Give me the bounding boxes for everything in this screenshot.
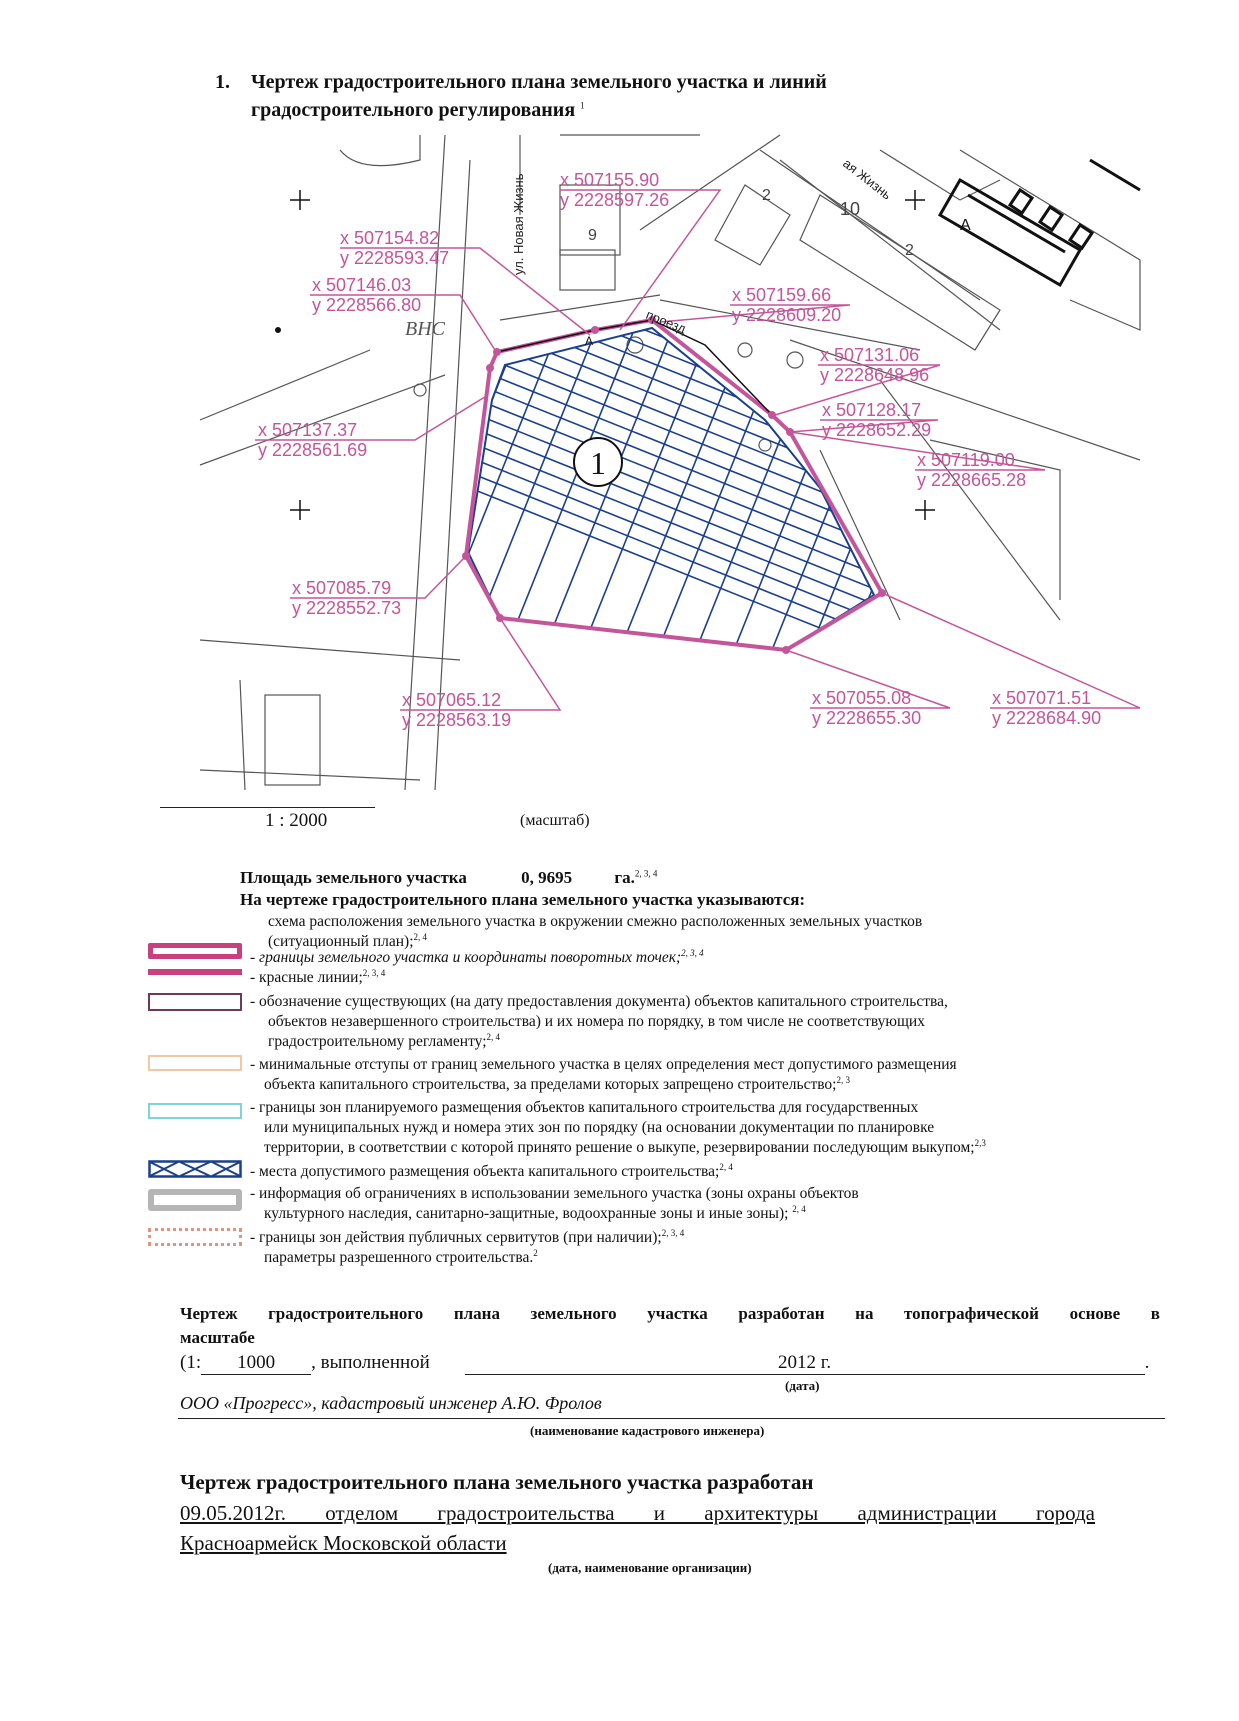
legend-item-existing-1: - обозначение существующих (на дату предоставления документа) объектов капитального строительства, — [250, 993, 948, 1010]
survey-date: 2012 г. — [465, 1352, 1145, 1375]
coord-x-5: x 507131.06 — [820, 345, 920, 365]
plot-number: 1 — [590, 445, 606, 481]
plot-area: Площадь земельного участка 0, 9695 га.$^{2, 3, 4}$ — [240, 868, 658, 887]
coord-x-9: x 507085.79 — [292, 578, 392, 598]
coord-y-11: y 2228655.30 — [812, 708, 922, 728]
scale-bar-line — [160, 807, 375, 808]
coord-y-9: y 2228552.73 — [292, 598, 402, 618]
coord-x-12: x 507071.51 — [992, 688, 1092, 708]
street-label: ул. Новая Жизнь — [511, 173, 526, 275]
engineer-underline — [178, 1418, 1165, 1419]
legend-item-setbacks-2: объекта капитального строительства, за пределами которых запрещено строительство;$^{2, 3}$ — [264, 1074, 850, 1093]
bns-label: ВНС — [405, 318, 445, 340]
scale-value: 1 : 2000 — [265, 810, 328, 831]
passage-label: проезд — [643, 306, 689, 337]
coord-y-2: y 2228593.47 — [340, 248, 450, 268]
legend-item-zones-3: территории, в соответствии с которой принято решение о выкупе, резервировании последующим выкупом;$^{2,3}$ — [264, 1137, 986, 1156]
legend-item-servitudes: - границы зон действия публичных сервитутов (при наличии);$^{2, 3, 4}$ — [250, 1227, 685, 1246]
legend-swatch-servitudes — [148, 1228, 242, 1246]
legend-swatch-restrictions — [148, 1189, 242, 1211]
developer-line-1: 09.05.2012г. отделом градостроительства и архитектуры администрации города — [180, 1501, 1095, 1525]
developer-line-2: Красноармейск Московской области — [180, 1531, 507, 1555]
allowed-placement-hatch — [0, 0, 1239, 800]
legend-item-zones-1: - границы зон планируемого размещения объектов капитального строительства для государственных — [250, 1099, 919, 1116]
coord-x-1: x 507155.90 — [560, 170, 660, 190]
legend-item-parameters: параметры разрешенного строительства.$^2$ — [264, 1247, 538, 1266]
legend-swatch-hatch — [148, 1160, 242, 1178]
developer-statement — [180, 1498, 1095, 1558]
legend-item-restrictions-2: культурного наследия, санитарно-защитные, водоохранные зоны и иные зоны); $^{2, 4}$ — [264, 1203, 806, 1222]
coord-y-12: y 2228684.90 — [992, 708, 1102, 728]
legend-swatch-boundary — [148, 943, 242, 959]
coord-x-2: x 507154.82 — [340, 228, 440, 248]
legend-item-hatch: - места допустимого размещения объекта капитального строительства;$^{2, 4}$ — [250, 1161, 733, 1180]
scale-caption: (масштаб) — [520, 812, 590, 829]
legend-item-boundary: - границы земельного участка и координаты поворотных точек;$^{2, 3, 4}$ — [250, 947, 704, 966]
legend-intro-line-2: (ситуационный план);$^{2, 4}$ — [268, 931, 428, 950]
topographic-scale-value: 1000 — [201, 1352, 311, 1375]
legend-item-red-lines: - красные линии;$^{2, 3, 4}$ — [250, 967, 386, 986]
building-number-2a: 2 — [762, 187, 771, 204]
legend-swatch-existing-objects — [148, 993, 242, 1011]
developer-title: Чертеж градостроительного плана земельного участка разработан — [180, 1470, 814, 1494]
legend-swatch-planned-zones — [148, 1103, 242, 1119]
legend-item-existing-3: градостроительному регламенту;$^{2, 4}$ — [268, 1031, 501, 1050]
legend-item-restrictions-1: - информация об ограничениях в использовании земельного участка (зоны охраны объектов — [250, 1185, 859, 1202]
coord-y-10: y 2228563.19 — [402, 710, 512, 730]
coord-y-7: y 2228561.69 — [258, 440, 368, 460]
coord-y-3: y 2228566.80 — [312, 295, 422, 315]
coord-y-4: y 2228609.20 — [732, 305, 842, 325]
coord-x-7: x 507137.37 — [258, 420, 358, 440]
legend-item-existing-2: объектов незавершенного строительства) и их номера по порядку, в том числе не соответствующих — [268, 1013, 925, 1030]
developer-caption: (дата, наименование организации) — [548, 1560, 752, 1575]
building-number-9: 9 — [588, 227, 597, 244]
coord-y-5: y 2228648.96 — [820, 365, 930, 385]
legend-intro-line-1: схема расположения земельного участка в окружении смежно расположенных земельных участков — [268, 913, 923, 930]
building-letter-a2: A — [585, 334, 594, 348]
coord-x-3: x 507146.03 — [312, 275, 412, 295]
building-number-2b: 2 — [905, 242, 914, 259]
legend-item-setbacks-1: - минимальные отступы от границ земельного участка в целях определения мест допустимого размещения — [250, 1056, 957, 1073]
legend-item-zones-2: или муниципальных нужд и номера этих зон по порядку (на основании документации по планировке — [264, 1119, 935, 1136]
street-label-2: ая Жизнь — [840, 155, 895, 203]
coord-x-10: x 507065.12 — [402, 690, 502, 710]
cadastral-engineer: ООО «Прогресс», кадастровый инженер А.Ю. Фролов — [180, 1393, 602, 1413]
coord-x-6: x 507128.17 — [822, 400, 922, 420]
title-line-1: Чертеж градостроительного плана земельного участка и линий — [251, 71, 827, 93]
topographic-basis-statement — [180, 1302, 1160, 1350]
coord-y-8: y 2228665.28 — [917, 470, 1027, 490]
coord-x-11: x 507055.08 — [812, 688, 912, 708]
section-number: 1. — [215, 71, 230, 93]
coord-x-4: x 507159.66 — [732, 285, 832, 305]
coord-y-1: y 2228597.26 — [560, 190, 670, 210]
legend-heading: На чертеже градостроительного плана земельного участка указываются: — [240, 890, 806, 909]
basis-line-1: Чертеж градостроительного плана земельного участка разработан на топографической основе в — [180, 1304, 1160, 1323]
coord-x-8: x 507119.00 — [917, 450, 1015, 470]
topographic-scale-row: (1: 1000 , выполненной 2012 г. . — [180, 1352, 1150, 1373]
legend-swatch-setbacks — [148, 1055, 242, 1071]
site-plan-map — [0, 0, 1239, 800]
date-caption: (дата) — [785, 1378, 820, 1393]
coord-y-6: y 2228652.29 — [822, 420, 932, 440]
title-line-2: градостроительного регулирования $^1$ — [251, 99, 585, 121]
engineer-caption: (наименование кадастрового инженера) — [530, 1423, 765, 1438]
building-letter-a: A — [960, 217, 971, 234]
legend-swatch-red-lines — [148, 969, 242, 975]
basis-line-2: масштабе — [180, 1328, 255, 1347]
building-number-10: 10 — [840, 199, 861, 219]
